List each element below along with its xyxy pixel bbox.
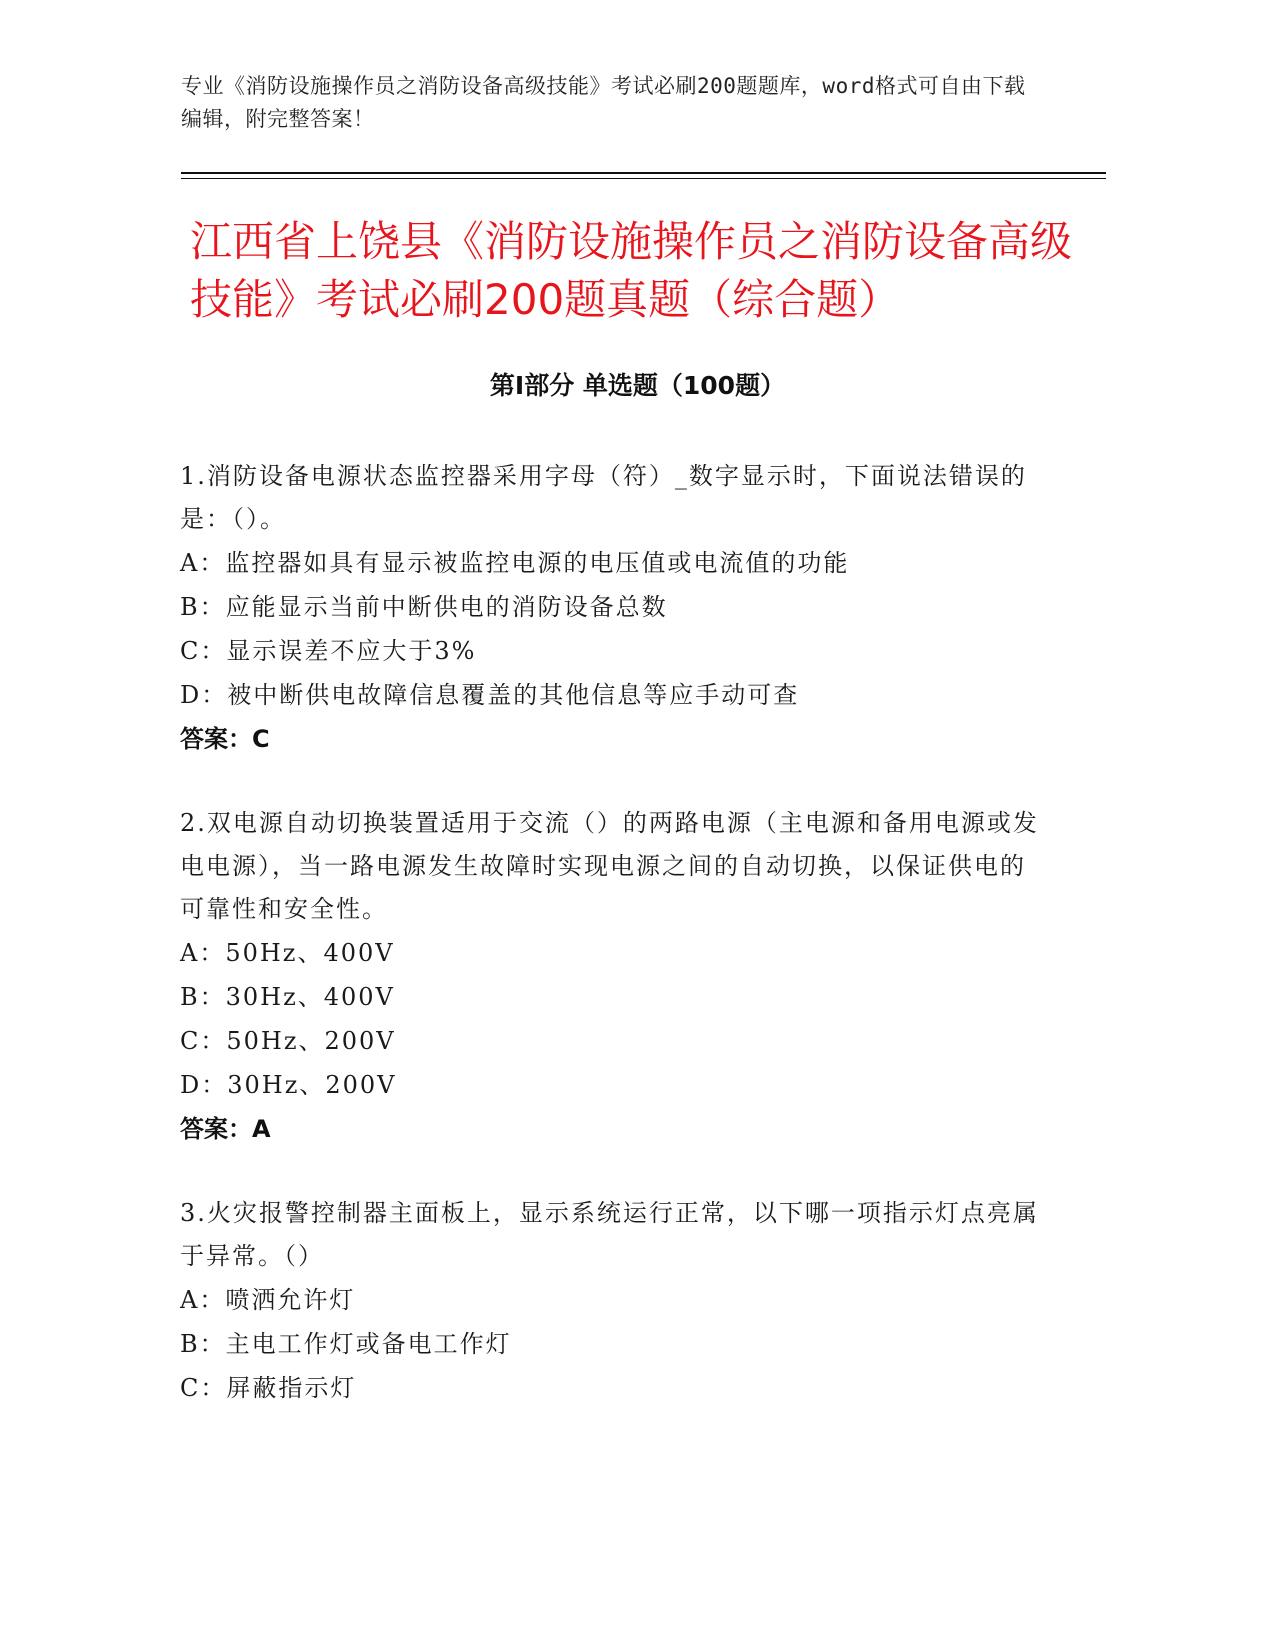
document-title: 江西省上饶县《消防设施操作员之消防设备高级技能》考试必刷200题真题（综合题）	[190, 217, 1073, 324]
option-b: B：主电工作灯或备电工作灯	[180, 1330, 512, 1358]
option-d: D：30Hz、200V	[180, 1071, 397, 1099]
option-a: A：50Hz、400V	[180, 939, 395, 967]
option-b: B：30Hz、400V	[180, 983, 395, 1011]
question-2	[180, 802, 1040, 1151]
option-a: A：监控器如具有显示被监控电源的电压值或电流值的功能	[180, 549, 850, 577]
option-c: C：50Hz、200V	[180, 1027, 396, 1055]
question-3	[180, 1192, 1040, 1410]
header-divider-thin	[181, 178, 1106, 179]
question-1	[180, 455, 1040, 761]
option-b: B：应能显示当前中断供电的消防设备总数	[180, 593, 668, 621]
option-c: C：显示误差不应大于3%	[180, 637, 477, 665]
header-note: 专业《消防设施操作员之消防设备高级技能》考试必刷200题题库，word格式可自由下载编辑，附完整答案！	[181, 74, 1026, 131]
answer: 答案：A	[180, 1115, 271, 1143]
question-stem: 1.消防设备电源状态监控器采用字母（符）_数字显示时，下面说法错误的是：（）。	[180, 462, 1027, 533]
answer: 答案：C	[180, 725, 270, 753]
question-list	[180, 455, 1040, 1451]
header-divider-thick	[181, 172, 1106, 174]
question-stem: 3.火灾报警控制器主面板上，显示系统运行正常，以下哪一项指示灯点亮属于异常。（）	[180, 1199, 1039, 1270]
section-heading: 第I部分 单选题（100题）	[489, 371, 786, 400]
option-d: D：被中断供电故障信息覆盖的其他信息等应手动可查	[180, 681, 800, 709]
question-stem: 2.双电源自动切换装置适用于交流（）的两路电源（主电源和备用电源或发电电源），当一路电源发生故障时实现电源之间的自动切换，以保证供电的可靠性和安全性。	[180, 809, 1039, 923]
option-a: A：喷洒允许灯	[180, 1286, 356, 1314]
option-c: C：屏蔽指示灯	[180, 1374, 357, 1402]
